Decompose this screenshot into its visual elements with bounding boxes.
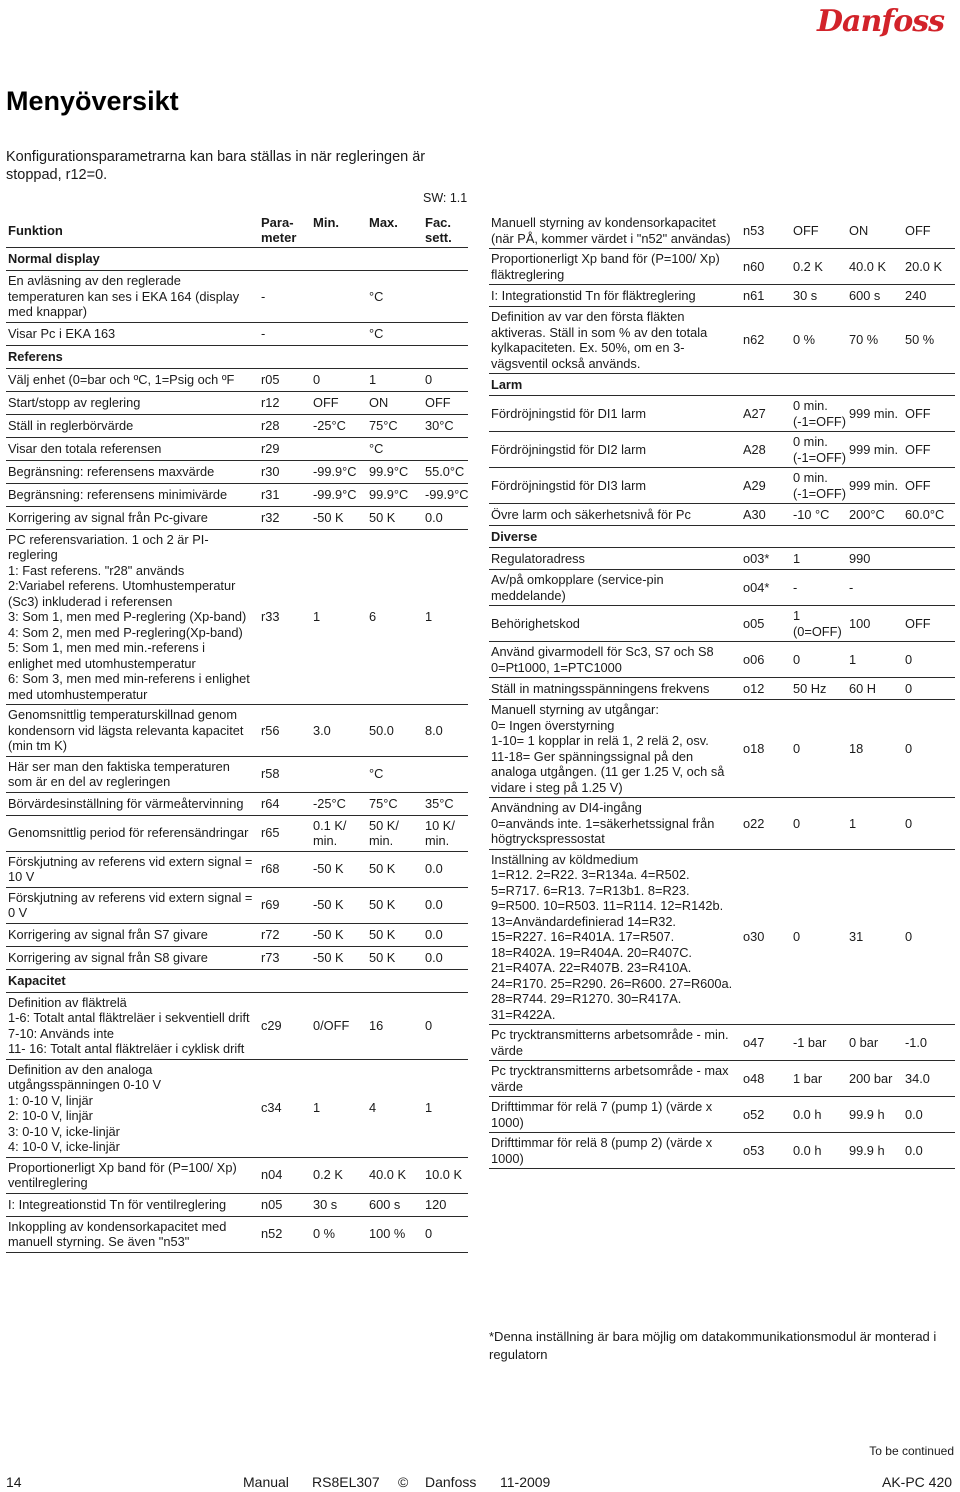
max-cell: 200 bar (847, 1061, 903, 1097)
left-parameter-table (6, 213, 468, 1253)
min-cell: OFF (791, 213, 847, 249)
factory-setting-cell: -99.9°C (423, 483, 468, 506)
table-row (489, 249, 955, 285)
section-row (6, 248, 468, 271)
header-bar (0, 0, 960, 39)
parameter-cell: r56 (259, 705, 311, 757)
function-cell: Korrigering av signal från S7 givare (6, 923, 259, 946)
parameter-cell: A27 (741, 396, 791, 432)
min-cell: 3.0 (311, 705, 367, 757)
min-cell: 0 min. (-1=OFF) (791, 468, 847, 504)
max-cell: 600 s (367, 1193, 423, 1216)
function-cell: Definition av var den första fläkten aktiveras. Ställ in som % av den totala kylkapaciteten. Ex. 50%, om en 3-vägsventil också används. (489, 307, 741, 374)
min-cell: 0 (791, 642, 847, 678)
factory-setting-cell: 0.0 (903, 1133, 955, 1169)
table-row (6, 756, 468, 792)
max-cell: 50 K (367, 851, 423, 887)
max-cell: °C (367, 271, 423, 323)
factory-setting-cell: 0 (903, 642, 955, 678)
parameter-cell: n60 (741, 249, 791, 285)
parameter-cell: o12 (741, 678, 791, 700)
table-row (6, 414, 468, 437)
table-row (6, 946, 468, 969)
max-cell: 50 K (367, 923, 423, 946)
min-cell: - (791, 570, 847, 606)
factory-setting-cell: 50 % (903, 307, 955, 374)
function-cell: Korrigering av signal från S8 givare (6, 946, 259, 969)
max-cell: 99.9°C (367, 483, 423, 506)
function-cell: Proportionerligt Xp band för (P=100/ Xp) fläktreglering (489, 249, 741, 285)
max-cell: 0 bar (847, 1025, 903, 1061)
table-row (489, 1133, 955, 1169)
min-cell: -25°C (311, 792, 367, 815)
factory-setting-cell: 240 (903, 285, 955, 307)
min-cell (311, 756, 367, 792)
footer-product: AK-PC 420 (882, 1474, 953, 1490)
min-cell: -25°C (311, 414, 367, 437)
max-cell: - (847, 570, 903, 606)
table-row (489, 548, 955, 570)
table-row (489, 213, 955, 249)
max-cell: 75°C (367, 792, 423, 815)
function-cell: Förskjutning av referens vid extern signal = 10 V (6, 851, 259, 887)
function-cell: Genomsnittlig period för referensändringar (6, 815, 259, 851)
factory-setting-cell: OFF (423, 391, 468, 414)
max-cell: ON (847, 213, 903, 249)
factory-setting-cell: 0 (423, 992, 468, 1059)
max-cell: 50 K (367, 887, 423, 923)
parameter-cell: - (259, 322, 311, 345)
parameter-cell: r12 (259, 391, 311, 414)
factory-setting-cell (423, 437, 468, 460)
function-cell: Börvärdesinställning för värmeåtervinning (6, 792, 259, 815)
max-cell: 75°C (367, 414, 423, 437)
max-cell: 999 min. (847, 468, 903, 504)
max-cell: °C (367, 437, 423, 460)
left-parameter-table-container (6, 213, 468, 1253)
right-table-body (489, 213, 955, 1169)
factory-setting-cell (423, 322, 468, 345)
footnote: *Denna inställning är bara möjlig om datakommunikationsmodul är monterad i regulatorn (489, 1329, 937, 1362)
function-cell: Pc trycktransmitterns arbetsområde - min. värde (489, 1025, 741, 1061)
parameter-cell: r28 (259, 414, 311, 437)
min-cell: 0 (791, 798, 847, 850)
parameter-cell: r30 (259, 460, 311, 483)
parameter-cell: o22 (741, 798, 791, 850)
min-cell: -10 °C (791, 504, 847, 526)
table-row (6, 1059, 468, 1157)
table-row (6, 1216, 468, 1252)
parameter-cell: n62 (741, 307, 791, 374)
table-row (6, 271, 468, 323)
footer-date: 11-2009 (500, 1474, 551, 1490)
factory-setting-cell: 20.0 K (903, 249, 955, 285)
min-cell: 0 % (311, 1216, 367, 1252)
table-row (489, 642, 955, 678)
min-cell: 0.0 h (791, 1097, 847, 1133)
function-cell: Av/på omkopplare (service-pin meddelande) (489, 570, 741, 606)
factory-setting-cell (423, 271, 468, 323)
function-cell: Behörighetskod (489, 606, 741, 642)
header-max: Max. (367, 213, 423, 248)
min-cell: 1 bar (791, 1061, 847, 1097)
factory-setting-cell: 0.0 (423, 506, 468, 529)
max-cell: 200°C (847, 504, 903, 526)
parameter-cell: - (259, 271, 311, 323)
max-cell: 1 (847, 642, 903, 678)
parameter-cell: o04* (741, 570, 791, 606)
min-cell: -50 K (311, 887, 367, 923)
table-row (489, 606, 955, 642)
min-cell: 0 min. (-1=OFF) (791, 432, 847, 468)
function-cell: Visar den totala referensen (6, 437, 259, 460)
max-cell: 1 (367, 368, 423, 391)
factory-setting-cell: 10 K/ min. (423, 815, 468, 851)
max-cell: 999 min. (847, 396, 903, 432)
function-cell: Genomsnittlig temperaturskillnad genom kondensorn vid lägsta relevanta kapacitet (min tm K) (6, 705, 259, 757)
min-cell: -50 K (311, 946, 367, 969)
section-heading: Diverse (489, 526, 955, 548)
section-heading: Kapacitet (6, 969, 468, 992)
parameter-cell: o52 (741, 1097, 791, 1133)
parameter-cell: r31 (259, 483, 311, 506)
min-cell (311, 437, 367, 460)
factory-setting-cell: 55.0°C (423, 460, 468, 483)
function-cell: Ställ in reglerbörvärde (6, 414, 259, 437)
function-cell: Inställning av köldmedium 1=R12. 2=R22. 3=R134a. 4=R502. 5=R717. 6=R13. 7=R13b1. 8=R23. 9=R500. 10=R503. 11=R114. 12=R142b. 13=Användardefinierad 14=R32. 15=R227. 16=R401A. 17=R507. 18=R402A. 19=R404A. 20=R407C. 21=R407A. 22=R407B. 23=R410A. 24=R170. 25=R290. 26=R600. 27=R600a. 28=R744. 29=R1270. 30=R417A. 31=R422A. (489, 849, 741, 1025)
table-row (489, 504, 955, 526)
table-row (489, 468, 955, 504)
max-cell: °C (367, 322, 423, 345)
factory-setting-cell: OFF (903, 432, 955, 468)
max-cell: °C (367, 756, 423, 792)
parameter-cell: o47 (741, 1025, 791, 1061)
factory-setting-cell: 10.0 K (423, 1157, 468, 1193)
min-cell: 0.2 K (311, 1157, 367, 1193)
factory-setting-cell: -1.0 (903, 1025, 955, 1061)
parameter-cell: r65 (259, 815, 311, 851)
max-cell: 40.0 K (847, 249, 903, 285)
table-row (6, 992, 468, 1059)
table-row (6, 923, 468, 946)
parameter-cell: A28 (741, 432, 791, 468)
function-cell: PC referensvariation. 1 och 2 är PI-reglering 1: Fast referens. "r28" används 2:Variabel referens. Utomhustemperatur (Sc3) inkluderad i referensen 3: Som 1, men med P-reglering (Xp-band) 4: Som 2, men med P-reglering(Xp-band) 5: Som 1, men med min.-referens i enlighet med utomhustemperatur 6: Som 3, men med min-referens i enlighet med utomhustemperatur (6, 529, 259, 705)
parameter-cell: o53 (741, 1133, 791, 1169)
section-row (6, 969, 468, 992)
parameter-cell: r69 (259, 887, 311, 923)
function-cell: Här ser man den faktiska temperaturen som är en del av regleringen (6, 756, 259, 792)
min-cell: 0.0 h (791, 1133, 847, 1169)
max-cell: 16 (367, 992, 423, 1059)
factory-setting-cell: 0.0 (423, 887, 468, 923)
right-parameter-table-container (489, 213, 955, 1169)
max-cell: 70 % (847, 307, 903, 374)
section-row (489, 526, 955, 548)
max-cell: 31 (847, 849, 903, 1025)
function-cell: I: Integrationstid Tn för fläktreglering (489, 285, 741, 307)
continued-note: To be continued (869, 1444, 954, 1458)
function-cell: Drifttimmar för relä 8 (pump 2) (värde x 1000) (489, 1133, 741, 1169)
max-cell: 50.0 (367, 705, 423, 757)
function-cell: Använd givarmodell för Sc3, S7 och S8 0=Pt1000, 1=PTC1000 (489, 642, 741, 678)
table-row (489, 285, 955, 307)
left-table-body (6, 248, 468, 1253)
min-cell: 0 (311, 368, 367, 391)
parameter-cell: r68 (259, 851, 311, 887)
function-cell: Definition av fläktrelä 1-6: Totalt antal fläktreläer i sekventiell drift 7-10: Används inte 11- 16: Totalt antal fläktreläer i cyklisk drift (6, 992, 259, 1059)
factory-setting-cell: 0 (903, 700, 955, 798)
table-row (489, 849, 955, 1025)
section-heading: Referens (6, 345, 468, 368)
section-heading: Normal display (6, 248, 468, 271)
min-cell: OFF (311, 391, 367, 414)
min-cell: 30 s (311, 1193, 367, 1216)
max-cell: 100 % (367, 1216, 423, 1252)
min-cell: 50 Hz (791, 678, 847, 700)
intro-text: Konfigurationsparametrarna kan bara ställas in när regleringen är stoppad, r12=0. (6, 149, 426, 183)
min-cell: -50 K (311, 506, 367, 529)
function-cell: Begränsning: referensens maxvärde (6, 460, 259, 483)
parameter-cell: r32 (259, 506, 311, 529)
table-row (489, 307, 955, 374)
table-row (489, 1061, 955, 1097)
function-cell: Inkoppling av kondensorkapacitet med manuell styrning. Se även "n53" (6, 1216, 259, 1252)
max-cell: 18 (847, 700, 903, 798)
function-cell: Välj enhet (0=bar och ºC, 1=Psig och ºF (6, 368, 259, 391)
parameter-cell: r64 (259, 792, 311, 815)
parameter-cell: r29 (259, 437, 311, 460)
function-cell: Start/stopp av reglering (6, 391, 259, 414)
function-cell: Manuell styrning av utgångar: 0= Ingen överstyrning 1-10= 1 kopplar in relä 1, 2 relä 2, osv. 11-18= Ger spänningssignal på den analoga utgången. (11 ger 1.25 V, och så vidare i steg på 1.25 V) (489, 700, 741, 798)
factory-setting-cell: 0.0 (423, 851, 468, 887)
max-cell: 4 (367, 1059, 423, 1157)
danfoss-logo: Danfoss (817, 4, 944, 39)
table-row (489, 570, 955, 606)
parameter-cell: r72 (259, 923, 311, 946)
header-parameter: Para-meter (259, 213, 311, 248)
table-row (489, 432, 955, 468)
table-row (6, 368, 468, 391)
parameter-cell: n53 (741, 213, 791, 249)
table-row (489, 1025, 955, 1061)
min-cell: 0 (791, 849, 847, 1025)
table-row (6, 391, 468, 414)
factory-setting-cell (423, 756, 468, 792)
min-cell: 1 (791, 548, 847, 570)
factory-setting-cell: 0 (903, 849, 955, 1025)
function-cell: Fördröjningstid för DI2 larm (489, 432, 741, 468)
min-cell: 0 min. (-1=OFF) (791, 396, 847, 432)
factory-setting-cell: 1 (423, 529, 468, 705)
factory-setting-cell: 0.0 (423, 923, 468, 946)
software-version: SW: 1.1 (423, 191, 468, 205)
min-cell: 1 (311, 1059, 367, 1157)
function-cell: Definition av den analoga utgångsspänningen 0-10 V 1: 0-10 V, linjär 2: 10-0 V, linjär 3: 0-10 V, icke-linjär 4: 10-0 V, icke-linjär (6, 1059, 259, 1157)
table-row (6, 529, 468, 705)
table-row (489, 1097, 955, 1133)
footer-company: Danfoss (425, 1474, 477, 1490)
factory-setting-cell: OFF (903, 606, 955, 642)
footer-doc-code: RS8EL307 (312, 1474, 380, 1490)
factory-setting-cell: 0 (423, 368, 468, 391)
factory-setting-cell: OFF (903, 213, 955, 249)
factory-setting-cell: 60.0°C (903, 504, 955, 526)
header-funktion: Funktion (6, 213, 259, 248)
table-row (6, 506, 468, 529)
function-cell: Fördröjningstid för DI1 larm (489, 396, 741, 432)
factory-setting-cell: 0.0 (903, 1097, 955, 1133)
parameter-cell: o05 (741, 606, 791, 642)
min-cell: 0/OFF (311, 992, 367, 1059)
function-cell: Begränsning: referensens minimivärde (6, 483, 259, 506)
table-row (6, 322, 468, 345)
right-parameter-table (489, 213, 955, 1169)
max-cell: 100 (847, 606, 903, 642)
max-cell: 50 K (367, 946, 423, 969)
factory-setting-cell: 120 (423, 1193, 468, 1216)
min-cell: 0 (791, 700, 847, 798)
section-heading: Larm (489, 374, 955, 396)
min-cell: 1 (0=OFF) (791, 606, 847, 642)
function-cell: Drifttimmar för relä 7 (pump 1) (värde x 1000) (489, 1097, 741, 1133)
factory-setting-cell: OFF (903, 396, 955, 432)
function-cell: Pc trycktransmitterns arbetsområde - max värde (489, 1061, 741, 1097)
section-row (489, 374, 955, 396)
max-cell: 990 (847, 548, 903, 570)
table-row (6, 1157, 468, 1193)
max-cell: 50 K (367, 506, 423, 529)
parameter-cell: A30 (741, 504, 791, 526)
parameter-cell: o18 (741, 700, 791, 798)
max-cell: 50 K/ min. (367, 815, 423, 851)
min-cell: 0.2 K (791, 249, 847, 285)
min-cell: -99.9°C (311, 483, 367, 506)
min-cell: -50 K (311, 851, 367, 887)
factory-setting-cell: 8.0 (423, 705, 468, 757)
table-row (489, 700, 955, 798)
header-min: Min. (311, 213, 367, 248)
function-cell: Visar Pc i EKA 163 (6, 322, 259, 345)
max-cell: 999 min. (847, 432, 903, 468)
factory-setting-cell: 0 (903, 798, 955, 850)
function-cell: Korrigering av signal från Pc-givare (6, 506, 259, 529)
table-row (6, 437, 468, 460)
min-cell: 30 s (791, 285, 847, 307)
footer-copyright-icon: © (398, 1474, 409, 1490)
page-title: Menyöversikt (6, 86, 179, 116)
factory-setting-cell: 30°C (423, 414, 468, 437)
min-cell: -50 K (311, 923, 367, 946)
max-cell: 60 H (847, 678, 903, 700)
table-header-row (6, 213, 468, 248)
parameter-cell: r05 (259, 368, 311, 391)
table-row (6, 460, 468, 483)
factory-setting-cell: OFF (903, 468, 955, 504)
max-cell: 40.0 K (367, 1157, 423, 1193)
header-fac: Fac. sett. (423, 213, 468, 248)
max-cell: 6 (367, 529, 423, 705)
parameter-cell: n52 (259, 1216, 311, 1252)
function-cell: Proportionerligt Xp band för (P=100/ Xp) ventilreglering (6, 1157, 259, 1193)
parameter-cell: o48 (741, 1061, 791, 1097)
parameter-cell: n05 (259, 1193, 311, 1216)
factory-setting-cell: 34.0 (903, 1061, 955, 1097)
function-cell: Förskjutning av referens vid extern signal = 0 V (6, 887, 259, 923)
function-cell: Övre larm och säkerhetsnivå för Pc (489, 504, 741, 526)
max-cell: ON (367, 391, 423, 414)
function-cell: Regulatoradress (489, 548, 741, 570)
parameter-cell: r33 (259, 529, 311, 705)
max-cell: 99.9 h (847, 1133, 903, 1169)
table-row (489, 798, 955, 850)
parameter-cell: n61 (741, 285, 791, 307)
function-cell: Användning av DI4-ingång 0=används inte. 1=säkerhetssignal från högtryckspressostat (489, 798, 741, 850)
function-cell: Manuell styrning av kondensorkapacitet (när PÅ, kommer värdet i "n52" användas) (489, 213, 741, 249)
parameter-cell: r73 (259, 946, 311, 969)
section-row (6, 345, 468, 368)
table-row (6, 815, 468, 851)
table-row (6, 887, 468, 923)
function-cell: En avläsning av den reglerade temperaturen kan ses i EKA 164 (display med knappar) (6, 271, 259, 323)
min-cell: -1 bar (791, 1025, 847, 1061)
factory-setting-cell: 0.0 (423, 946, 468, 969)
min-cell: -99.9°C (311, 460, 367, 483)
table-row (6, 851, 468, 887)
function-cell: I: Integreationstid Tn för ventilreglering (6, 1193, 259, 1216)
min-cell (311, 271, 367, 323)
table-row (6, 483, 468, 506)
parameter-cell: n04 (259, 1157, 311, 1193)
table-row (489, 678, 955, 700)
table-row (6, 705, 468, 757)
page-footer (0, 1474, 960, 1492)
max-cell: 99.9 h (847, 1097, 903, 1133)
table-row (489, 396, 955, 432)
factory-setting-cell: 1 (423, 1059, 468, 1157)
factory-setting-cell: 35°C (423, 792, 468, 815)
table-row (6, 1193, 468, 1216)
parameter-cell: A29 (741, 468, 791, 504)
function-cell: Ställ in matningsspänningens frekvens (489, 678, 741, 700)
parameter-cell: o30 (741, 849, 791, 1025)
parameter-cell: c29 (259, 992, 311, 1059)
max-cell: 600 s (847, 285, 903, 307)
factory-setting-cell (903, 548, 955, 570)
parameter-cell: o03* (741, 548, 791, 570)
page-number: 14 (6, 1474, 22, 1490)
factory-setting-cell (903, 570, 955, 606)
factory-setting-cell: 0 (423, 1216, 468, 1252)
parameter-cell: c34 (259, 1059, 311, 1157)
min-cell: 0.1 K/ min. (311, 815, 367, 851)
max-cell: 99.9°C (367, 460, 423, 483)
parameter-cell: r58 (259, 756, 311, 792)
parameter-cell: o06 (741, 642, 791, 678)
factory-setting-cell: 0 (903, 678, 955, 700)
min-cell: 1 (311, 529, 367, 705)
footer-manual: Manual (243, 1474, 289, 1490)
max-cell: 1 (847, 798, 903, 850)
function-cell: Fördröjningstid för DI3 larm (489, 468, 741, 504)
min-cell: 0 % (791, 307, 847, 374)
min-cell (311, 322, 367, 345)
table-row (6, 792, 468, 815)
